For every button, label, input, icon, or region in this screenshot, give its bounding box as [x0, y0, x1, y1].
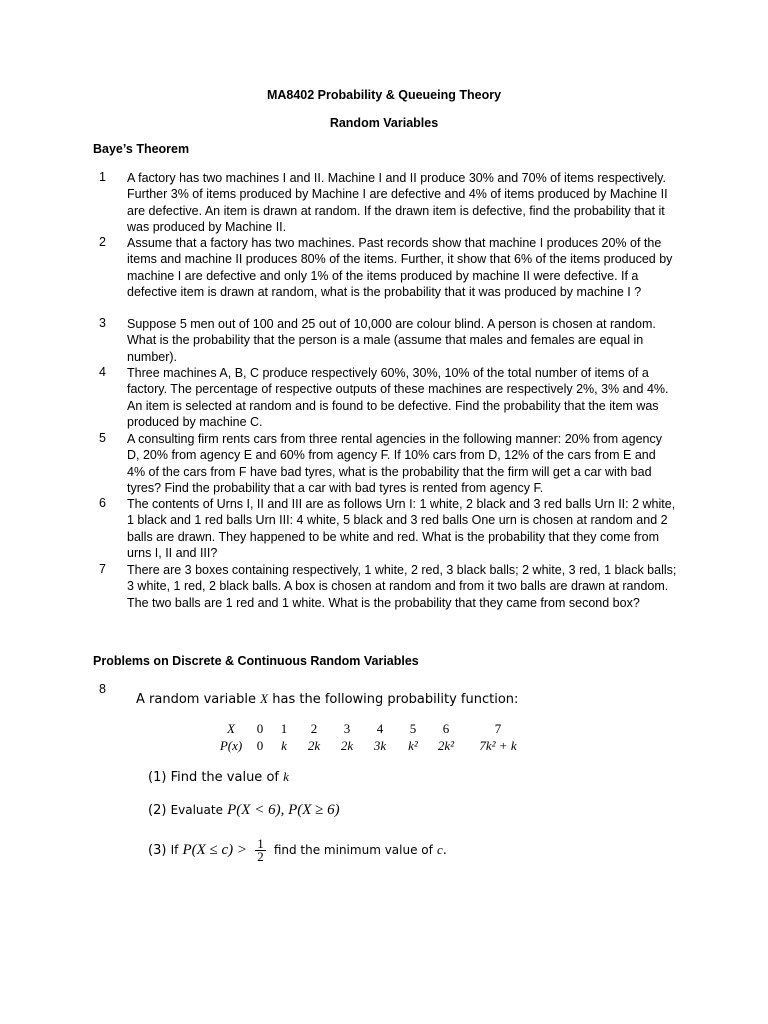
table-x-value: 3 — [343, 721, 351, 736]
table-x-value: 1 — [280, 721, 288, 736]
question-2-text: Assume that a factory has two machines. Past records show that machine I produces 20% of the items and machine II produces 80% of the items. Further, it show that 6% of the items produced by machine I are defective and only 1% of the items produced by machine II were defective. If a defective item is drawn at random, what is the probability that it was produced by machine I ? — [127, 236, 673, 299]
table-p-value: 2k² — [437, 738, 455, 753]
section-heading-random-variables: Problems on Discrete & Continuous Random Variables — [93, 654, 419, 668]
question-8-part-3 — [148, 838, 447, 863]
intro-text-a: A random variable — [136, 692, 257, 707]
table-x-label: X — [227, 721, 235, 736]
table-p-label: P(x) — [219, 738, 243, 753]
section-heading-bayes: Baye’s Theorem — [93, 142, 190, 156]
question-8-intro — [136, 691, 518, 707]
question-5-number: 5 — [99, 431, 106, 445]
question-3-number: 3 — [99, 316, 106, 330]
part-3-fraction — [255, 838, 266, 863]
question-8-number: 8 — [99, 682, 106, 696]
table-x-value: 7 — [494, 721, 502, 736]
question-1-number: 1 — [99, 170, 106, 184]
part-2-label: (2) — [148, 803, 167, 818]
table-x-value: 4 — [376, 721, 384, 736]
table-x-value: 0 — [256, 721, 264, 736]
part-3-variable: c — [437, 842, 443, 857]
part-3-label: (3) — [148, 843, 167, 858]
table-p-value: 0 — [256, 738, 264, 753]
question-7-number: 7 — [99, 562, 106, 576]
table-p-value: 2k — [307, 738, 321, 753]
unit-title: Random Variables — [329, 116, 439, 130]
question-8-part-1 — [148, 769, 289, 785]
fraction-numerator: 1 — [257, 836, 264, 851]
part-3-math: P(X ≤ c) > — [182, 842, 248, 858]
question-8-part-2 — [148, 802, 340, 819]
table-p-value: k² — [408, 738, 418, 753]
intro-variable: X — [260, 691, 269, 706]
part-3-text: find the minimum value of — [273, 843, 433, 857]
part-2-math: P(X < 6), P(X ≥ 6) — [227, 802, 340, 818]
part-1-variable: k — [283, 769, 289, 784]
question-2-number: 2 — [99, 235, 106, 249]
intro-text-b: has the following probability function: — [272, 692, 519, 707]
table-x-value: 2 — [310, 721, 318, 736]
question-6-number: 6 — [99, 496, 106, 510]
table-p-value: 2k — [340, 738, 354, 753]
course-title: MA8402 Probability & Queueing Theory — [266, 88, 502, 102]
question-4-text: Three machines A, B, C produce respectively 60%, 30%, 10% of the total number of items of a factory. The percentage of respective outputs of these machines are respectively 2%, 3% and 4%. An item is selected at random and is found to be defective. Find the probability that the item was produced by machine C. — [127, 366, 669, 429]
question-4-number: 4 — [99, 365, 106, 379]
table-p-value: 3k — [373, 738, 387, 753]
table-x-value: 5 — [409, 721, 417, 736]
question-5-text: A consulting firm rents cars from three rental agencies in the following manner: 20% from agency D, 20% from agency E and 60% from agency F. If 10% cars from D, 12% of the cars from E and 4% of the cars from F have bad tyres, what is the probability that the firm will get a car with bad tyres? Find the probability that a car with bad tyres is rented from agency F. — [127, 432, 662, 495]
part-1-text: Find the value of — [170, 770, 279, 785]
table-x-value: 6 — [442, 721, 450, 736]
fraction-denominator: 2 — [257, 849, 264, 864]
question-1-text: A factory has two machines I and II. Machine I and II produce 30% and 70% of items respectively. Further 3% of items produced by Machine I are defective and 4% of items produced by Machine II are defective. An item is drawn at random. If the drawn item is defective, find the probability that it was produced by Machine II. — [127, 171, 668, 234]
part-1-label: (1) — [148, 770, 167, 785]
part-3-end: . — [442, 843, 447, 858]
question-7-text: There are 3 boxes containing respectively, 1 white, 2 red, 3 black balls; 2 white, 3 red, 1 black balls; 3 white, 1 red, 2 black balls. A box is chosen at random and from it two balls are drawn at random. The two balls are 1 red and 1 white. What is the probability that they came from second box? — [127, 563, 677, 610]
question-6-text: The contents of Urns I, II and III are as follows Urn I: 1 white, 2 black and 3 red balls Urn II: 2 white, 1 black and 1 red balls Urn III: 4 white, 5 black and 3 red balls One urn is chosen at random and 2 balls are drawn. They happened to be white and red. What is the probability that they come from urns I, II and III? — [127, 497, 676, 560]
question-3-text: Suppose 5 men out of 100 and 25 out of 10,000 are colour blind. A person is chosen at random. What is the probability that the person is a male (assume that males and females are equal in number). — [127, 317, 656, 364]
part-2-text: Evaluate — [170, 803, 223, 817]
table-p-value: k — [281, 738, 287, 753]
part-3-if: If — [170, 843, 179, 857]
table-p-value: 7k² + k — [479, 738, 517, 753]
